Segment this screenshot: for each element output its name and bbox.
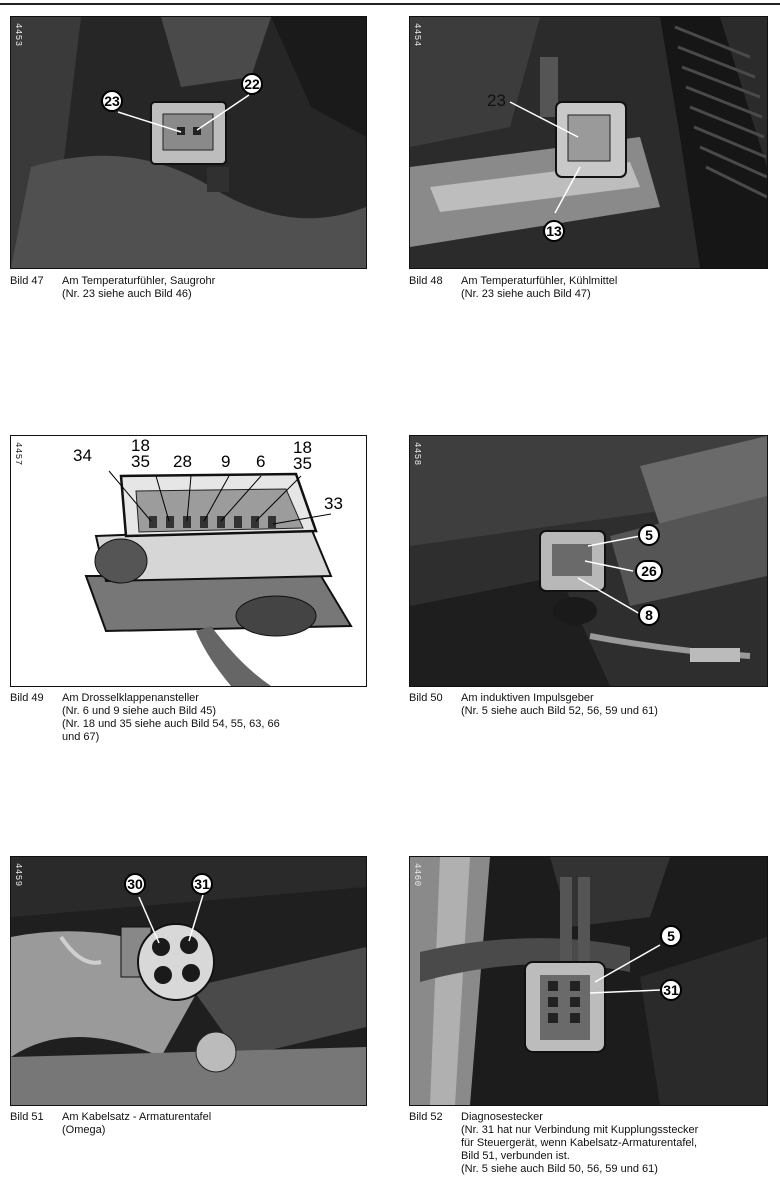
figure-51-code: 4459 [13,863,23,887]
figure-51-photo [10,856,367,1106]
figure-49-callout-35-left: 35 [131,452,150,471]
figure-49-label: Bild 49 [10,692,44,704]
figure-52-caption-line-1: Diagnosestecker [461,1111,543,1123]
figure-49-callout-35-right: 35 [293,454,312,473]
figure-50-photo [409,435,768,687]
figure-49-callout-6: 6 [256,452,266,471]
figure-47-callout-23: 23 [101,90,123,112]
figure-52-caption-line-2: (Nr. 31 hat nur Verbindung mit Kupplungsstecker [461,1124,699,1136]
figure-49-illustration [11,436,366,686]
figure-49-callout-9: 9 [221,452,231,471]
figure-52-code: 4460 [412,863,422,887]
figure-49-caption-line-1: Am Drosselklappenansteller [62,692,199,704]
figure-49-code: 4457 [13,442,23,466]
figure-52-caption [409,1111,774,1183]
figure-49-caption-line-3: (Nr. 18 und 35 siehe auch Bild 54, 55, 63, 66 [62,718,280,730]
figure-47-caption-line-2: (Nr. 23 siehe auch Bild 46) [62,288,192,300]
figure-52-callout-5: 5 [660,925,682,947]
figure-52-photo [409,856,768,1106]
figure-47-code: 4453 [13,23,23,47]
figure-48-callout-13: 13 [543,220,565,242]
figure-50-callout-5: 5 [638,524,660,546]
figure-48-caption [409,275,769,305]
figure-51-illustration [11,857,366,1105]
figure-50-caption-line-1: Am induktiven Impulsgeber [461,692,594,704]
figure-47-caption-line-1: Am Temperaturfühler, Saugrohr [62,275,216,287]
figure-49-caption [10,692,370,748]
figure-52-caption-line-3: für Steuergerät, wenn Kabelsatz-Armaturentafel, [461,1137,698,1149]
figure-48-photo [409,16,768,269]
figure-51-caption-line-1: Am Kabelsatz - Armaturentafel [62,1111,212,1123]
figure-51-caption-line-2: (Omega) [62,1124,106,1136]
figure-52-caption-line-4: Bild 51, verbunden ist. [461,1150,570,1162]
figure-49-callout-18-left: 18 [131,436,150,455]
figure-49-caption-line-2: (Nr. 6 und 9 siehe auch Bild 45) [62,705,217,717]
figure-51-caption [10,1111,370,1141]
figure-50-code: 4458 [412,442,422,466]
page-top-rule [0,3,780,5]
figure-50-callout-26: 26 [635,560,663,582]
figure-49-callout-34: 34 [73,446,92,465]
figure-50-caption-line-2: (Nr. 5 siehe auch Bild 52, 56, 59 und 61) [461,705,658,717]
figure-47-callout-22: 22 [241,73,263,95]
figure-51-label: Bild 51 [10,1111,44,1123]
figure-47-illustration [11,17,366,268]
figure-48-caption-line-1: Am Temperaturfühler, Kühlmittel [461,275,618,287]
figure-49-callout-18-right: 18 [293,438,312,457]
figure-49-caption-line-4: und 67) [62,731,100,743]
figure-47-photo [10,16,367,269]
figure-49-callout-28: 28 [173,452,192,471]
figure-48-label: Bild 48 [409,275,443,287]
figure-50-callout-8: 8 [638,604,660,626]
figure-49-callout-33: 33 [324,494,343,513]
figure-49-photo [10,435,367,687]
figure-51-callout-30: 30 [124,873,146,895]
figure-50-caption [409,692,769,722]
figure-52-illustration [410,857,767,1105]
figure-48-caption-line-2: (Nr. 23 siehe auch Bild 47) [461,288,591,300]
figure-50-label: Bild 50 [409,692,443,704]
figure-47-label: Bild 47 [10,275,44,287]
figure-52-callout-31: 31 [660,979,682,1001]
figure-52-caption-line-5: (Nr. 5 siehe auch Bild 50, 56, 59 und 61) [461,1163,658,1175]
figure-52-label: Bild 52 [409,1111,443,1123]
figure-47-caption [10,275,370,305]
figure-51-callout-31: 31 [191,873,213,895]
figure-50-illustration [410,436,767,686]
figure-48-code: 4454 [412,23,422,47]
figure-48-callout-23: 23 [487,91,506,110]
figure-48-illustration [410,17,767,268]
